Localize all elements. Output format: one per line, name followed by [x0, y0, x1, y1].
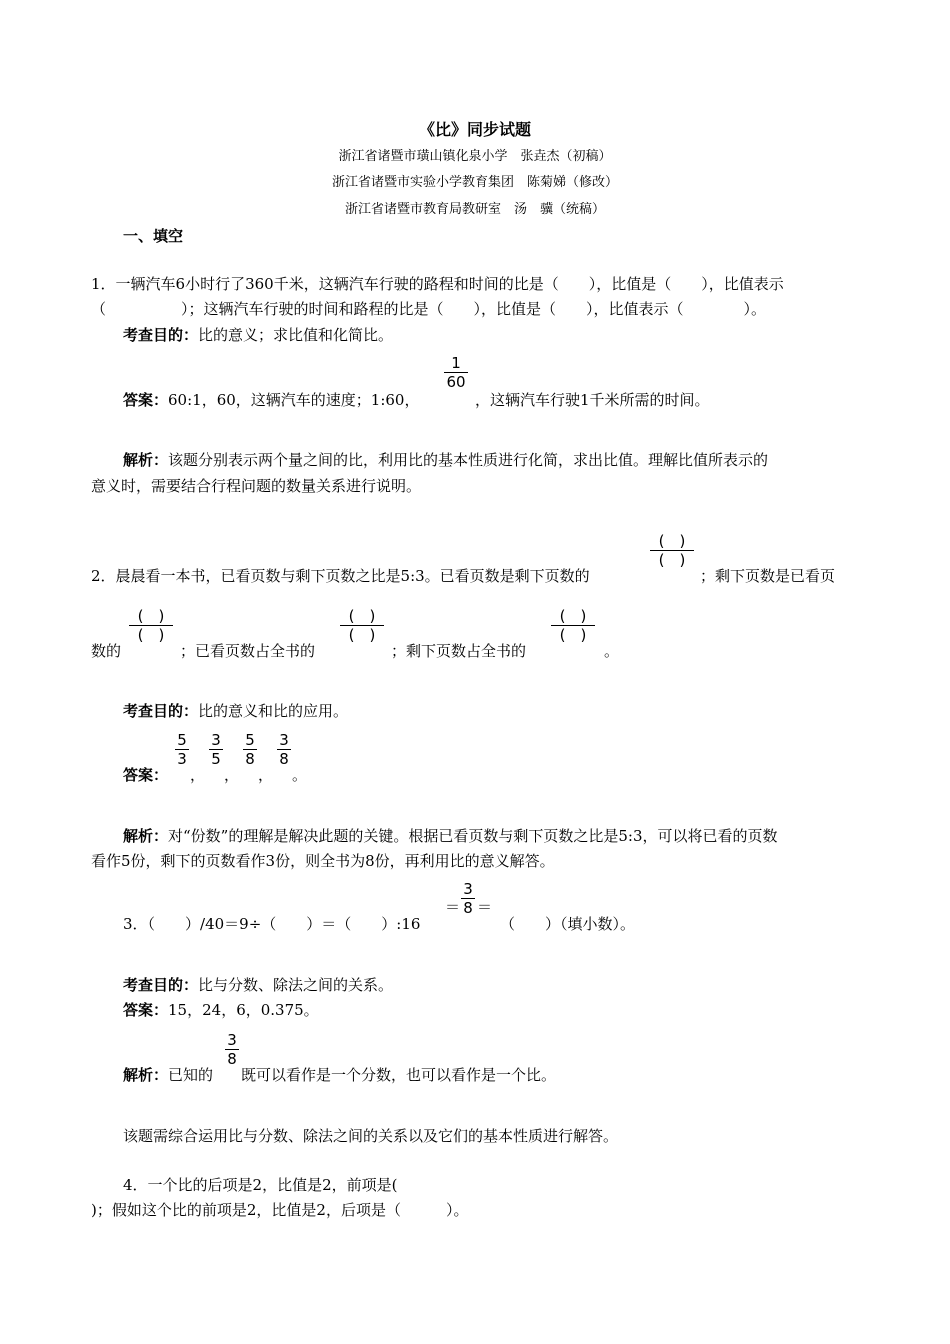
- q3-fraction: 3 8: [461, 880, 475, 917]
- q2-line-1-end: ；剩下页数是已看页: [700, 567, 836, 585]
- author-line-3: 浙江省诸暨市教育局教研室 汤 骥（统稿）: [344, 202, 605, 217]
- q2-seg-c: ；剩下页数占全书的: [391, 642, 527, 660]
- q1-answer-fraction: [444, 354, 468, 391]
- q3-analysis-2: 该题需综合运用比与分数、除法之间的关系以及它们的基本性质进行解答。: [123, 1127, 619, 1145]
- q1-analysis-2: 意义时，需要结合行程问题的数量关系进行说明。: [91, 477, 422, 495]
- q3-analysis-b: 既可以看作是一个分数，也可以看作是一个比。: [241, 1066, 557, 1084]
- q3-purpose: 比与分数、除法之间的关系。: [198, 976, 394, 994]
- q2-answer-sep-1: ，: [190, 766, 206, 784]
- q2-analysis-1: 对“份数”的理解是解决此题的关键。根据已看页数与剩下页数之比是5:3，可以将已看的页数: [168, 827, 778, 845]
- q2-answer-end: 。: [292, 766, 308, 784]
- q2-analysis-label: 解析：: [123, 827, 169, 845]
- q2-answer-fraction-1: 5 3: [175, 731, 189, 768]
- q1-line-1: 1．一辆汽车6小时行了360千米，这辆汽车行驶的路程和时间的比是（ ），比值是（ ），比值表示: [91, 275, 784, 293]
- q4-line-1: 4．一个比的后项是2，比值是2，前项是(: [123, 1176, 398, 1194]
- q1-answer-label: 答案：: [123, 391, 169, 409]
- q3-equals-2: ＝: [477, 898, 493, 916]
- author-line-2: 浙江省诸暨市实验小学教育集团 陈菊娣（修改）: [331, 175, 618, 190]
- q2-answer-label: 答案：: [123, 766, 169, 784]
- q1-fraction-numerator: 1: [451, 354, 461, 372]
- q3-answer: 15，24，6，0.375。: [168, 1001, 319, 1019]
- q3-line-a: 3．（ ）/40＝9÷（ ）＝（ ）:16: [123, 915, 421, 933]
- q3-answer-label: 答案：: [123, 1001, 169, 1019]
- q2-blank-fraction-3: ( ) ( ): [340, 607, 384, 644]
- q1-analysis-label: 解析：: [123, 451, 169, 469]
- q1-purpose-label: 考查目的：: [123, 326, 199, 344]
- q4-line-2: )；假如这个比的前项是2，比值是2，后项是（ ）。: [91, 1201, 469, 1219]
- q2-answer-fraction-2: 3 5: [209, 731, 223, 768]
- section-heading: 一、填空: [123, 227, 184, 245]
- q2-answer-sep-2: ，: [224, 766, 240, 784]
- q2-blank-fraction-2: ( ) ( ): [129, 607, 173, 644]
- q2-analysis-2: 看作5份，剩下的页数看作3份，则全书为8份，再利用比的意义解答。: [91, 852, 555, 870]
- q2-blank-fraction-1: ( ) ( ): [650, 532, 694, 569]
- q1-analysis-1: 该题分别表示两个量之间的比，利用比的基本性质进行化简，求出比值。理解比值所表示的: [168, 451, 769, 469]
- q3-analysis-fraction: 3 8: [225, 1031, 239, 1068]
- q3-analysis-a: 已知的: [168, 1066, 214, 1084]
- q2-answer-fraction-4: 3 8: [277, 731, 291, 768]
- page-title: 《比》同步试题: [418, 120, 531, 139]
- q2-line-1: 2．晨晨看一本书，已看页数与剩下页数之比是5:3。已看页数是剩下页数的: [91, 567, 590, 585]
- q2-purpose: 比的意义和比的应用。: [198, 702, 349, 720]
- q1-line-2: （ ）；这辆汽车行驶的时间和路程的比是（ ），比值是（ ），比值表示（ ）。: [91, 300, 767, 318]
- q1-answer-a: 60:1，60，这辆汽车的速度；1:60，: [168, 391, 420, 409]
- q1-answer-b: ，这辆汽车行驶1千米所需的时间。: [475, 391, 710, 409]
- q2-purpose-label: 考查目的：: [123, 702, 199, 720]
- q3-analysis-label: 解析：: [123, 1066, 169, 1084]
- q2-seg-b: ；已看页数占全书的: [180, 642, 316, 660]
- author-line-1: 浙江省诸暨市璜山镇化泉小学 张垚杰（初稿）: [338, 149, 612, 164]
- q2-answer-sep-3: ，: [258, 766, 274, 784]
- q2-seg-a: 数的: [91, 642, 122, 660]
- q1-fraction-denominator: 60: [446, 373, 466, 391]
- q2-blank-fraction-4: ( ) ( ): [551, 607, 595, 644]
- q3-purpose-label: 考查目的：: [123, 976, 199, 994]
- q2-answer-fraction-3: 5 8: [243, 731, 257, 768]
- q2-seg-d: 。: [604, 642, 620, 660]
- q3-line-b: （ ）（填小数）。: [500, 915, 636, 933]
- q3-equals-1: ＝: [445, 898, 461, 916]
- q1-purpose: 比的意义；求比值和化简比。: [198, 326, 394, 344]
